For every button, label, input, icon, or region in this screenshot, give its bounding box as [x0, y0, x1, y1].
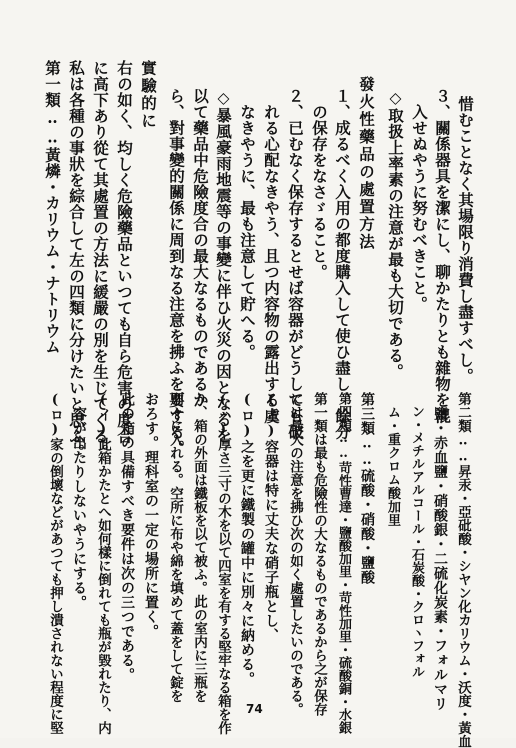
text-line: ら、對事變的關係に周到なる注意を拂ふを要する。: [167, 88, 186, 456]
text-line: (ロ)之を更に鐵製の罐中に別々に納める。: [239, 392, 255, 686]
text-line: １、成るべく入用の都度購入して使ひ盡し、餘分: [333, 88, 352, 440]
text-line: 第二類‥‥昇汞・亞砒酸・シヤン化カリウム・沃度・黃血: [455, 392, 471, 748]
text-line: 惜むことなく其場限り消費し盡すべし。: [456, 96, 475, 384]
text-line: 入せぬやうに努むべきこと。: [410, 88, 429, 312]
text-line: ２、已むなく保存するとせば容器がどうしても破: [286, 88, 305, 440]
text-line: 容が出たりしないやうにする。: [71, 392, 87, 610]
text-line: ◇暴風豪雨地震等の事變に伴ひ火災の因となるを: [214, 88, 233, 444]
text-line: (ロ)家の倒壞などがあつても押し潰されない程度に堅: [47, 392, 63, 735]
text-line: (イ)容器は特に丈夫な硝子瓶とし、: [263, 392, 279, 643]
text-line: (イ)此箱かたとへ如何樣に倒れても瓶が毀れたり、内: [95, 392, 111, 735]
text-line: 右の如く、均しく危險藥品といつても自ら危害の度合: [115, 60, 134, 444]
text-line: り、箱の外面は鐵板を以て被ふ。此の室内に三瓶を: [191, 392, 207, 703]
text-line: 第一類は最も危險性の大なるものであるから之が保存: [311, 392, 327, 716]
text-line: れる心配なきやう、且つ内容物の露出する虞: [262, 88, 281, 424]
text-line: 此の箱の具備すべき要件は次の三つである。: [119, 392, 135, 682]
text-line: ◇取扱上率素の注意が最も大切である。: [386, 88, 405, 380]
section-heading: 實驗的に: [139, 60, 158, 130]
text-line: ン・メチルアルコール・石炭酸・クロヽフォル: [409, 392, 424, 678]
text-line: 第四類‥‥苛性曹達・鹽酸加里・苛性加里・硫酸銅・水銀: [336, 392, 351, 734]
text-line: 第三類‥‥硫酸・硝酸・鹽酸: [359, 392, 375, 585]
text-line: 鹽・赤血鹽・硝酸銀・二硫化炭素・フォルマリ: [432, 392, 448, 711]
text-line: なきやうに、最も注意して貯へる。: [238, 88, 257, 360]
text-line: 第一類‥‥黃燐・カリウム・ナトリウム: [43, 60, 62, 355]
text-line: ム・重クロム酸加里: [385, 392, 400, 527]
text-line: 別々に入れる。空所に布や綿を填めて蓋をして錠を: [167, 392, 183, 703]
section-heading: 發火性藥品の處置方法: [357, 76, 376, 251]
text-line: (ハ)厚さ三寸の木を以て四室を有する堅牢なる箱を作: [215, 392, 231, 735]
text-line: には最大の注意を拂ひ次の如く處置したいのである。: [287, 392, 303, 716]
text-line: に高下あり從て其處置の方法に緩嚴の別を生じてくる。: [91, 60, 110, 460]
text-line: ３、關係器具を潔にし、聊かたりとも雜物を混: [433, 88, 452, 424]
page-number: 74: [246, 702, 263, 716]
text-line: おろす。理科室の一定の場所に置く。: [143, 392, 159, 639]
text-line: 私は各種の事狀を綜合して左の四類に分けたいと思ふ。: [67, 60, 86, 460]
text-line: の保存をなさゞること。: [310, 88, 329, 280]
text-line: 以て藥品中危險度合の最大なるものであるか: [191, 88, 210, 408]
